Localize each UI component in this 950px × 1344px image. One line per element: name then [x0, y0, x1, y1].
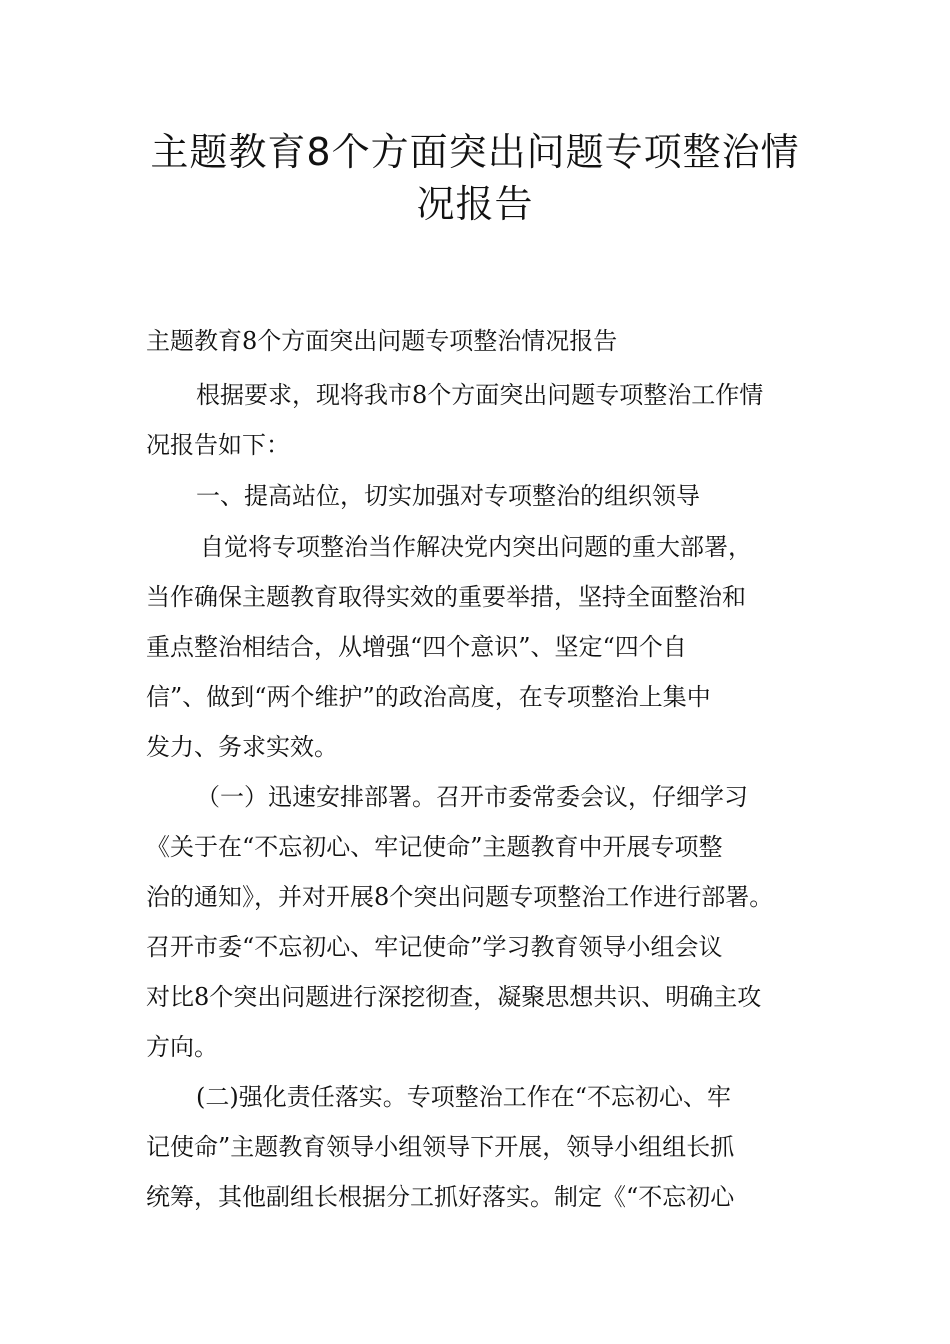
paragraph-line: 召开市委“不忘初心、牢记使命”学习教育领导小组会议 — [146, 933, 723, 961]
paragraph-line: 统筹，其他副组长根据分工抓好落实。制定《“不忘初心 — [146, 1183, 735, 1211]
paragraph-line: 信”、做到“两个维护”的政治高度，在专项整治上集中 — [146, 683, 711, 711]
paragraph-line: 当作确保主题教育取得实效的重要举措，坚持全面整治和 — [146, 583, 746, 611]
paragraph-line: 治的通知》，并对开展8个突出问题专项整治工作进行部署。 — [146, 883, 774, 911]
paragraph-line: 方向。 — [146, 1033, 218, 1061]
subtitle-line: 主题教育8个方面突出问题专项整治情况报告 — [146, 327, 618, 355]
paragraph-line: 重点整治相结合，从增强“四个意识”、坚定“四个自 — [146, 633, 687, 661]
paragraph-line: 对比8个突出问题进行深挖彻查，凝聚思想共识、明确主攻 — [146, 983, 762, 1011]
paragraph-line: （一）迅速安排部署。召开市委常委会议，仔细学习 — [196, 783, 748, 811]
paragraph-line: 记使命”主题教育领导小组领导下开展，领导小组组长抓 — [146, 1133, 735, 1161]
title-line: 况报告 — [416, 182, 534, 226]
title-line: 主题教育8个方面突出问题专项整治情 — [150, 130, 800, 174]
paragraph-line: 自觉将专项整治当作解决党内突出问题的重大部署， — [200, 533, 752, 561]
paragraph-line: 发力、务求实效。 — [146, 733, 338, 761]
section-heading: 一、提高站位，切实加强对专项整治的组织领导 — [196, 482, 700, 510]
paragraph-line: (二)强化责任落实。专项整治工作在“不忘初心、牢 — [196, 1083, 731, 1111]
paragraph-line: 《关于在“不忘初心、牢记使命”主题教育中开展专项整 — [146, 833, 723, 861]
paragraph-line: 根据要求，现将我市8个方面突出问题专项整治工作情 — [196, 381, 764, 409]
document-title — [120, 126, 830, 230]
paragraph-line: 况报告如下： — [146, 431, 290, 459]
